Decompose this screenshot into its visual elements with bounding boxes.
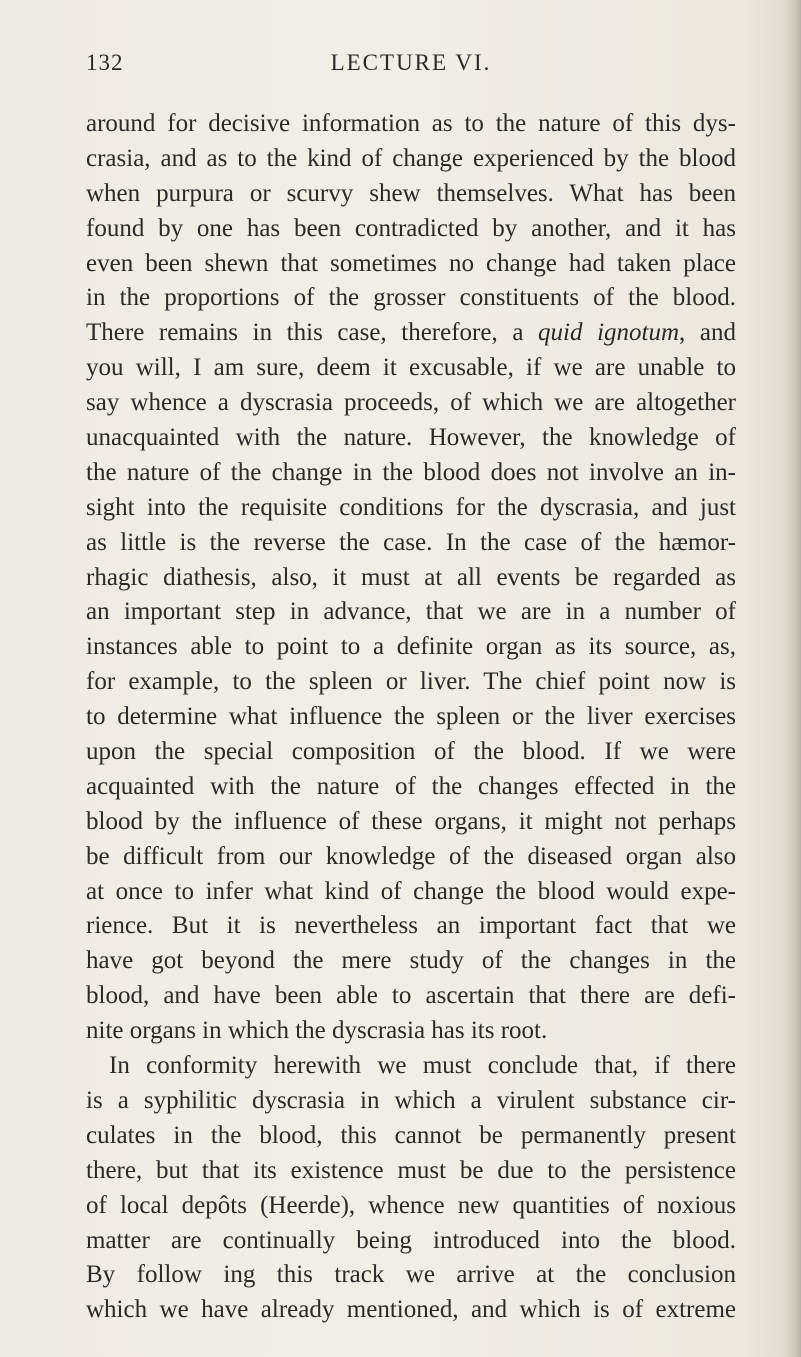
- text-line: blood, and have been able to ascertain that there are defi-: [86, 982, 736, 1010]
- text-line: culates in the blood, this cannot be permanently present: [86, 1121, 736, 1149]
- text-line: acquainted with the nature of the changes effected in the: [86, 772, 736, 800]
- text-line: [86, 316, 736, 351]
- text-line: the nature of the change in the blood does not involve an in-: [86, 458, 736, 486]
- text-line: for example, to the spleen or liver. The chief point now is: [86, 668, 736, 696]
- text-line: crasia, and as to the kind of change experienced by the blood: [86, 144, 736, 172]
- body-text: [86, 107, 736, 1328]
- text-line: rhagic diathesis, also, it must at all events be regarded as: [86, 563, 736, 591]
- text-line: nite organs in which the dyscrasia has its root.: [86, 1017, 548, 1045]
- running-head: LECTURE VI.: [330, 50, 492, 75]
- text-segment: There remains in this case, therefore, a: [86, 319, 524, 347]
- text-line: blood by the influence of these organs, it might not perhaps: [86, 807, 736, 835]
- text-line: instances able to point to a definite organ as its source, as,: [86, 633, 736, 661]
- text-line: say whence a dyscrasia proceeds, of which we are altogether: [86, 389, 736, 417]
- text-line: is a syphilitic dyscrasia in which a virulent substance cir-: [86, 1086, 736, 1114]
- text-line: at once to infer what kind of change the blood would expe-: [86, 877, 736, 905]
- text-line: you will, I am sure, deem it excusable, if we are unable to: [86, 354, 736, 382]
- text-line: upon the special composition of the blood. If we were: [86, 738, 736, 766]
- text-line: found by one has been contradicted by another, and it has: [86, 214, 736, 242]
- text-line: unacquainted with the nature. However, the knowledge of: [86, 424, 736, 452]
- text-line: sight into the requisite conditions for the dyscrasia, and just: [86, 493, 736, 521]
- text-line: even been shewn that sometimes no change had taken place: [86, 249, 736, 277]
- text-line: an important step in advance, that we are in a number of: [86, 598, 736, 626]
- text-line: when purpura or scurvy shew themselves. What has been: [86, 179, 736, 207]
- text-line: rience. But it is nevertheless an important fact that we: [86, 912, 736, 940]
- text-line: matter are continually being introduced into the blood.: [86, 1226, 736, 1254]
- text-line: of local depôts (Heerde), whence new quantities of noxious: [86, 1191, 736, 1219]
- text-line: there, but that its existence must be due to the persistence: [86, 1156, 736, 1184]
- page-header: [86, 50, 736, 86]
- text-line: which we have already mentioned, and which is of extreme: [86, 1296, 736, 1324]
- text-line: around for decisive information as to the nature of this dys-: [86, 110, 736, 137]
- text-line: In conformity herewith we must conclude that, if there: [109, 1052, 736, 1080]
- text-line: to determine what influence the spleen or the liver exercises: [86, 703, 736, 731]
- page-number: 132: [86, 50, 124, 75]
- page-edge-shadow: [783, 0, 801, 1357]
- text-segment: , and: [679, 319, 736, 347]
- text-line: have got beyond the mere study of the changes in the: [86, 947, 736, 975]
- text-line: By follow ing this track we arrive at the conclusion: [86, 1261, 736, 1289]
- text-line: be difficult from our knowledge of the diseased organ also: [86, 842, 736, 870]
- latin-phrase: quid ignotum: [538, 319, 680, 347]
- text-line: as little is the reverse the case. In the case of the hæmor-: [86, 528, 736, 556]
- text-line: in the proportions of the grosser constituents of the blood.: [86, 284, 736, 312]
